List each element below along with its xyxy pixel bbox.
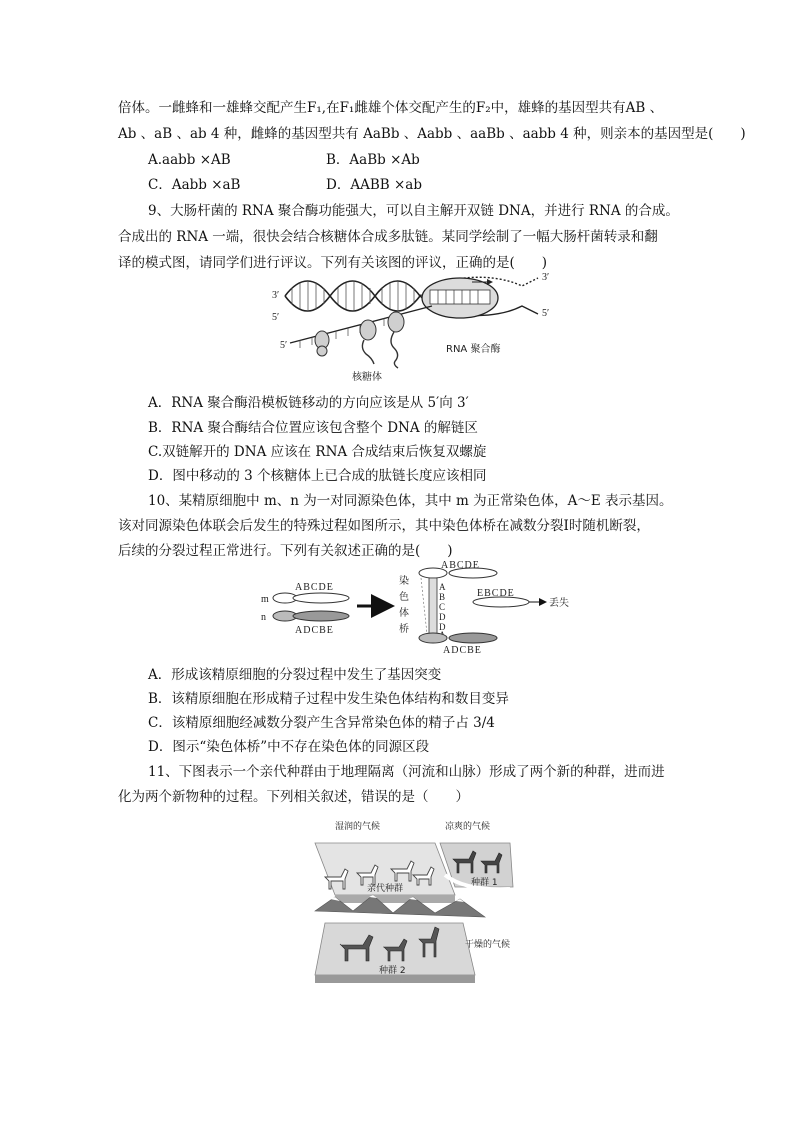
q9-option-c: C.双链解开的 DNA 应该在 RNA 合成结束后恢复双螺旋 <box>148 444 487 460</box>
label-3prime-right: 3′ <box>542 272 550 283</box>
chromosome-bridge <box>429 578 437 634</box>
chromosome-bridge-figure <box>255 560 575 656</box>
bridge-label-2: 色 <box>399 592 409 603</box>
label-dry-climate: 干燥的气候 <box>465 940 511 950</box>
q8-option-a: A.aabb ×AB <box>148 152 231 168</box>
fragment-genes: EBCDE <box>477 588 515 599</box>
label-cool-climate: 凉爽的气候 <box>445 822 491 832</box>
chromosome-m <box>293 593 349 603</box>
q10-option-c: C．该精原细胞经减数分裂产生含异常染色体的精子占 3/4 <box>148 715 495 731</box>
q8-option-c: C．Aabb ×aB <box>148 177 241 193</box>
q8-option-b: B．AaBb ×Ab <box>326 152 420 168</box>
q10-option-b: B．该精原细胞在形成精子过程中发生染色体结构和数目变异 <box>148 691 509 707</box>
bottom-genes: ADCBE <box>443 645 482 656</box>
q8-line-1: 倍体。一雌蜂和一雄蜂交配产生F₁,在F₁雌雄个体交配产生的F₂中，雄蜂的基因型共有AB 、 <box>118 100 664 116</box>
bridge-label-3: 体 <box>399 608 409 619</box>
q10-line-3: 后续的分裂过程正常进行。下列有关叙述正确的是( ) <box>118 543 453 559</box>
q11-line-1: 11、下图表示一个亲代种群由于地理隔离（河流和山脉）形成了两个新的种群，进而进 <box>148 764 665 780</box>
q10-line-1: 10、某精原细胞中 m、n 为一对同源染色体，其中 m 为正常染色体，A～E 表示基因。 <box>148 493 673 509</box>
label-humid-climate: 湿润的气候 <box>335 822 381 832</box>
dna-strand-lower <box>285 281 420 311</box>
bridge-label-1: 染 <box>399 576 409 587</box>
q9-line-3: 译的模式图，请同学们进行评议。下列有关该图的评议，正确的是( ) <box>118 255 548 271</box>
dna-strand-upper <box>285 281 420 311</box>
ribosome-3 <box>388 312 404 332</box>
q8-line-2: Ab 、aB 、ab 4 种，雌蜂的基因型共有 AaBb 、Aabb 、aaBb 、aabb 4 种，则亲本的基因型是( ) <box>118 126 746 142</box>
label-ribosome: 核糖体 <box>352 372 382 383</box>
q9-line-2: 合成出的 RNA 一端，很快会结合核糖体合成多肽链。某同学绘制了一幅大肠杆菌转录和翻 <box>118 229 658 245</box>
bridge-letter-a: A <box>439 582 446 592</box>
lost-label: 丢失 <box>549 598 569 609</box>
label-rna-polymerase: RNA 聚合酶 <box>446 344 501 355</box>
q10-option-a: A．形成该精原细胞的分裂过程中发生了基因突变 <box>148 667 442 683</box>
bridge-letter-d1: D <box>439 612 446 622</box>
bridge-letter-c: C <box>439 602 446 612</box>
q9-option-b: B．RNA 聚合酶结合位置应该包含整个 DNA 的解链区 <box>148 420 478 436</box>
label-population-2: 种群 2 <box>379 966 406 976</box>
n-genes: ADCBE <box>295 625 334 636</box>
bridge-letter-b: B <box>439 592 446 602</box>
m-genes: ABCDE <box>295 582 334 593</box>
label-parent-population: 亲代种群 <box>367 884 404 894</box>
q10-option-d: D．图示“染色体桥”中不存在染色体的同源区段 <box>148 739 430 755</box>
q10-line-2: 该对同源染色体联会后发生的特殊过程如图所示，其中染色体桥在减数分裂Ⅰ时随机断裂， <box>118 518 650 534</box>
transcription-translation-figure <box>260 268 560 386</box>
label-3prime-left: 3′ <box>272 290 280 301</box>
label-5prime-mrna: 5′ <box>280 340 288 351</box>
ribosome-2 <box>360 320 376 340</box>
bridge-letter-d2: D <box>439 622 446 632</box>
label-m: m <box>261 594 269 605</box>
label-population-1: 种群 1 <box>471 878 498 888</box>
q8-option-d: D．AABB ×ab <box>326 177 422 193</box>
label-5prime-right: 5′ <box>542 308 550 319</box>
top-genes: ABCDE <box>441 560 480 571</box>
bridge-label-4: 桥 <box>399 624 409 635</box>
label-5prime-left: 5′ <box>272 312 280 323</box>
label-n: n <box>261 612 266 623</box>
chromosome-n <box>293 611 349 621</box>
q9-option-a: A．RNA 聚合酶沿模板链移动的方向应该是从 5′向 3′ <box>148 395 469 411</box>
q9-option-d: D．图中移动的 3 个核糖体上已合成的肽链长度应该相同 <box>148 468 487 484</box>
q9-line-1: 9、大肠杆菌的 RNA 聚合酶功能强大，可以自主解开双链 DNA，并进行 RNA 的合成。 <box>148 203 679 219</box>
q11-line-2: 化为两个新物种的过程。下列相关叙述，错误的是（ ） <box>118 789 469 805</box>
speciation-figure <box>295 815 520 990</box>
